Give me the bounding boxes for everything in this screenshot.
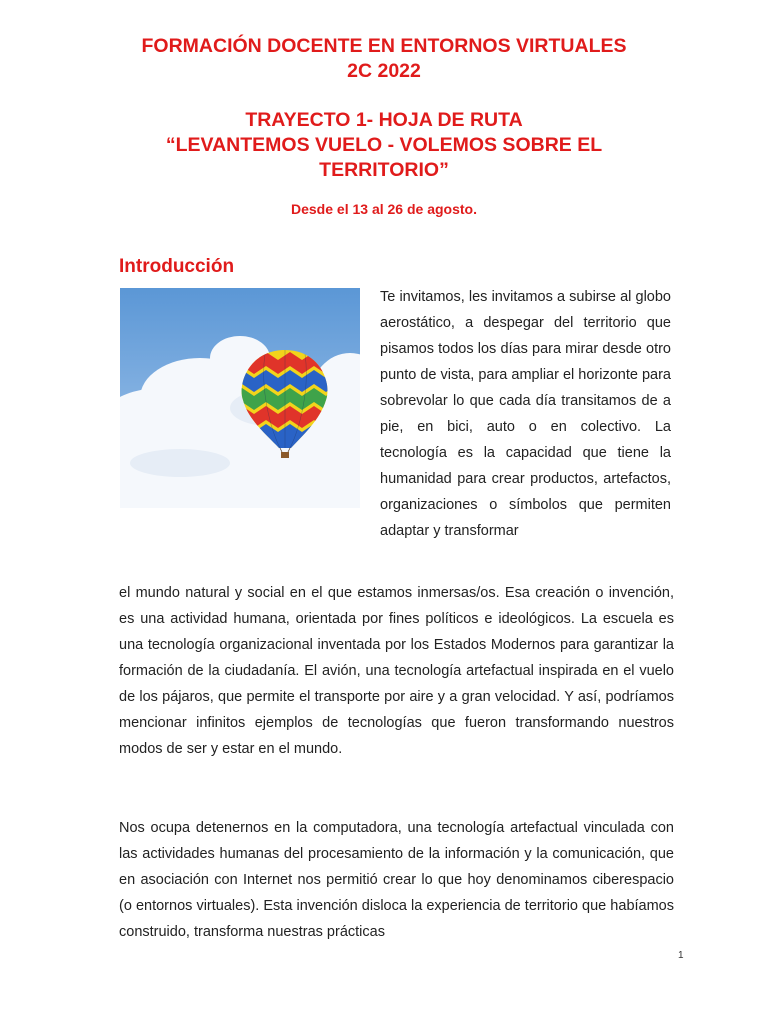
computer-paragraph: Nos ocupa detenernos en la computadora, una tecnología artefactual vinculada con las actividades humanas del procesamiento de la información y la comunicación, que en asociación con Internet nos permitió crear lo que hoy denominamos ciberespacio (o entornos virtuales). Esta invención disloca la experiencia de territorio que habíamos construido, transforma nuestras prácticas — [119, 820, 674, 940]
page-number: 1 — [678, 950, 684, 961]
date-range: Desde el 13 al 26 de agosto. — [291, 201, 477, 217]
document-term: 2C 2022 — [347, 60, 421, 82]
balloon-illustration — [120, 288, 360, 508]
route-subtitle-line2: TERRITORIO” — [319, 159, 449, 181]
intro-paragraph-continued: el mundo natural y social en el que estamos inmersas/os. Esa creación o invención, es una actividad humana, orientada por fines políticos e ideológicos. La escuela es una tecnología organizacional inventada por los Estados Modernos para garantizar la formación de la ciudadanía. El avión, una tecnología artefactual inspirada en el vuelo de los pájaros, que permite el transporte por aire y a gran velocidad. Y así, podríamos mencionar infinitos ejemplos de tecnologías que fueron transformando nuestros modos de ser y estar en el mundo. — [119, 585, 674, 757]
route-title: TRAYECTO 1- HOJA DE RUTA — [245, 109, 523, 131]
intro-paragraph-side: Te invitamos, les invitamos a subirse al globo aerostático, a despegar del territorio que pisamos todos los días para mirar desde otro punto de vista, para ampliar el horizonte para sobrevolar lo que cada día transitamos de a pie, en bici, auto o en colectivo. La tecnología es la capacidad que tiene la humanidad para crear productos, artefactos, organizaciones o símbolos que permiten adaptar y transformar — [380, 289, 671, 539]
document-title: FORMACIÓN DOCENTE EN ENTORNOS VIRTUALES — [141, 35, 627, 57]
route-subtitle-line1: “LEVANTEMOS VUELO - VOLEMOS SOBRE EL — [165, 134, 603, 156]
hot-air-balloon-image — [120, 288, 360, 508]
section-heading-introduccion: Introducción — [119, 256, 235, 277]
document-title-block — [60, 34, 708, 183]
